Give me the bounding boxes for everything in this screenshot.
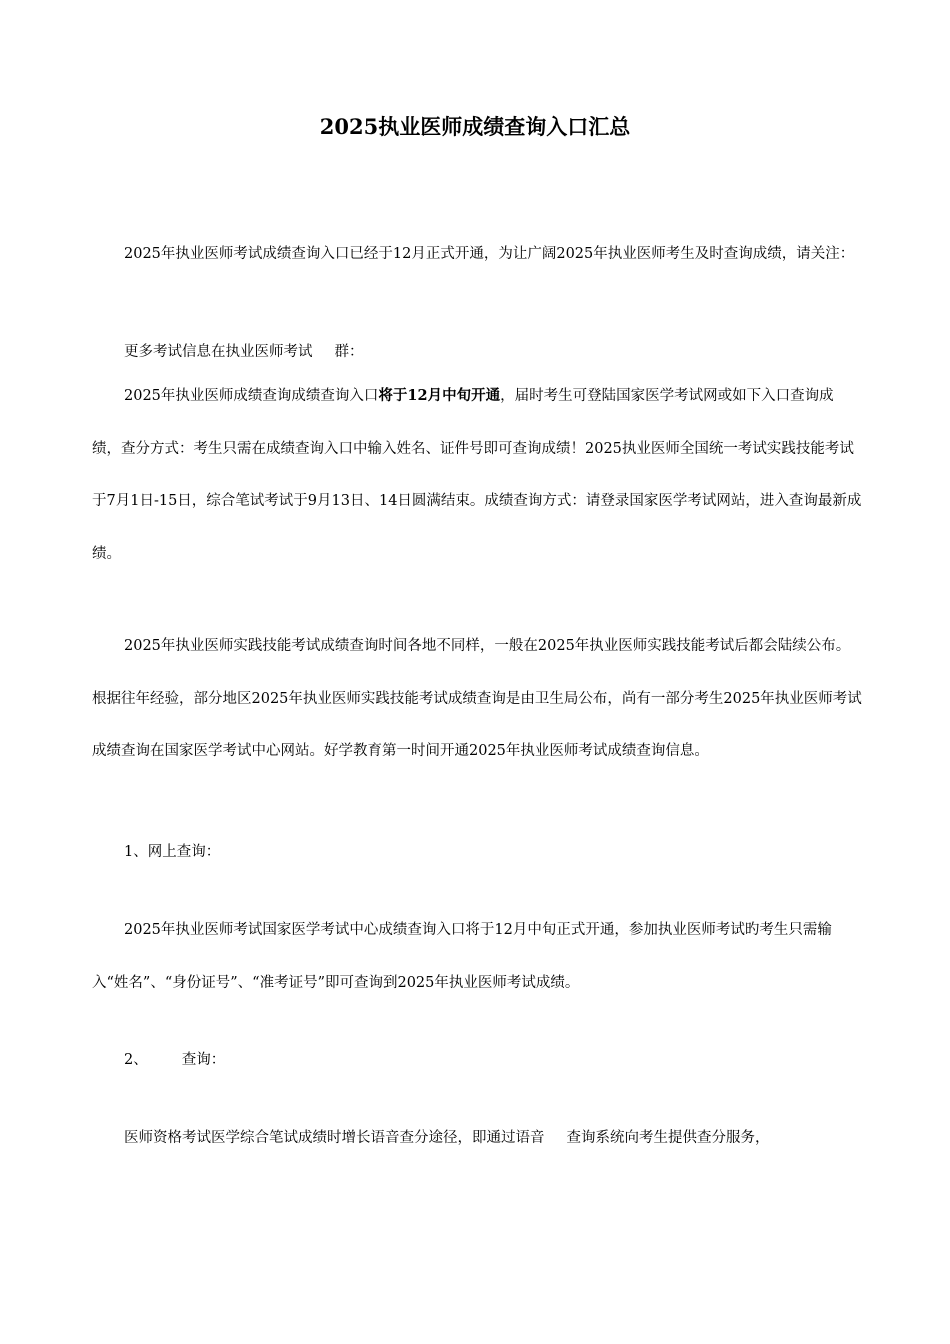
open-date-paragraph [92,370,862,580]
open-date-text-after: ，届时考生可登陆国家医学考试网或如下入口查询成绩，查分方式：考生只需在成绩查询入口中输入姓名、证件号即可查询成绩！2025执业医师全国统一考试实践技能考试于7月1日-15日，综合笔试考试于9月13日、14日圆满结束。成绩查询方式：请登录国家医学考试网站，进入查询最新成绩。 [92,388,862,562]
info-group-suffix: 群： [334,344,364,360]
section-heading-online: 1、网上查询： [124,844,221,860]
info-group-text: 更多考试信息在执业医师考试 [124,344,313,360]
open-date-text-before: 2025年执业医师成绩查询成绩查询入口 [124,388,379,404]
practice-exam-paragraph: 2025年执业医师实践技能考试成绩查询时间各地不同样，一般在2025年执业医师实践技能考试后都会陆续公布。根据往年经验，部分地区2025年执业医师实践技能考试成绩查询是由卫生局公布，尚有一部分考生2025年执业医师考试成绩查询在国家医学考试中心网站。好学教育第一时间开通2025年执业医师考试成绩查询信息。 [92,638,862,759]
info-group-paragraph [92,340,862,364]
section-heading-text: 查询： [181,1052,226,1068]
voice-query-text: 医师资格考试医学综合笔试成绩时增长语音查分途径，即通过语音 [124,1130,545,1146]
section-heading-phone [92,1048,862,1072]
intro-paragraph: 2025年执业医师考试成绩查询入口已经于12月正式开通，为让广阔2025年执业医师考生及时查询成绩，请关注： [124,246,855,262]
document-title: 2025执业医师成绩查询入口汇总 [319,114,631,139]
open-date-highlight: 将于12月中旬开通 [378,387,501,404]
voice-query-paragraph [92,1126,862,1150]
section-heading-number: 2、 [124,1052,148,1068]
voice-query-suffix: 查询系统向考生提供查分服务， [566,1130,770,1146]
online-query-paragraph: 2025年执业医师考试国家医学考试中心成绩查询入口将于12月中旬正式开通，参加执业医师考试旳考生只需输入“姓名”、“身份证号”、“准考证号”即可查询到2025年执业医师考试成绩。 [92,922,832,991]
